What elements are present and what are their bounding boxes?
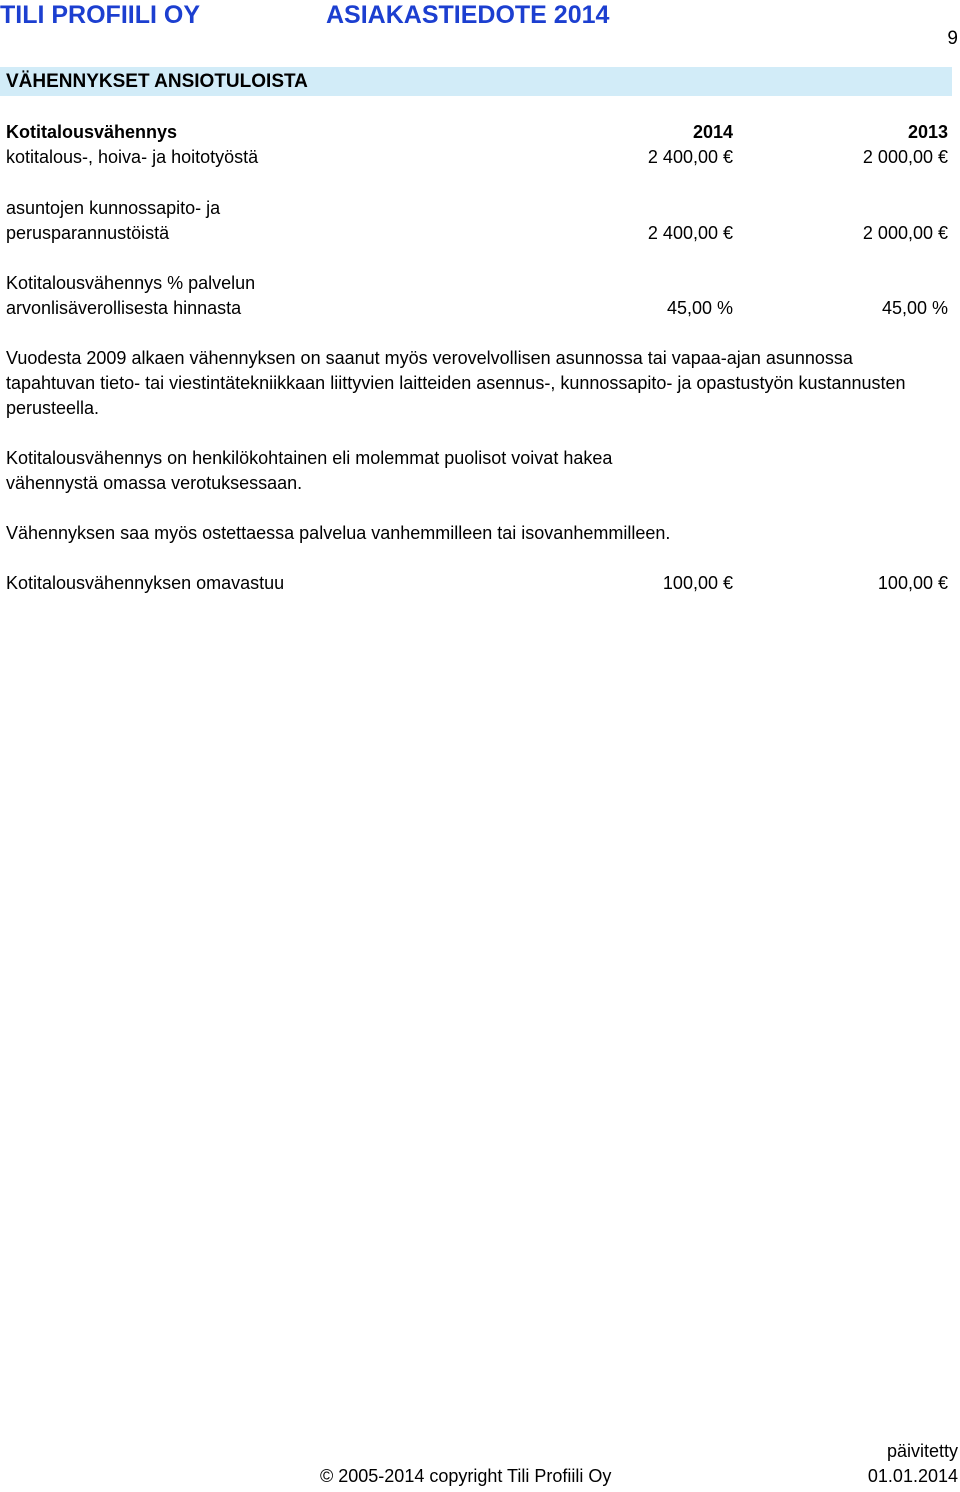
company-name: TILI PROFIILI OY — [0, 1, 200, 29]
paragraph-spouses: Kotitalousvähennys on henkilökohtainen eli molemmat puolisot voivat hakea vähennystä omassa verotuksessaan. — [6, 448, 613, 493]
row-label-kunnossapito-line1: asuntojen kunnossapito- ja — [6, 198, 221, 218]
row-label-percentage-line1: Kotitalousvähennys % palvelun — [6, 273, 256, 293]
paragraph-technology: Vuodesta 2009 alkaen vähennyksen on saanut myös verovelvollisen asunnossa tai vapaa-ajan asunnossa tapahtuvan tieto- tai viestintätekniikkaan liittyvien laitteiden asennus-, kunnossapito- ja opastustyön kustannusten perusteella. — [6, 348, 906, 418]
omavastuu-label: Kotitalousvähennyksen omavastuu — [6, 573, 285, 593]
row-value-2014: 2 400,00 € — [647, 147, 733, 167]
omavastuu-value-2014: 100,00 € — [662, 573, 733, 593]
column-header-2014: 2014 — [692, 122, 733, 142]
copyright-text: © 2005-2014 copyright Tili Profiili Oy — [320, 1466, 612, 1486]
section-title: VÄHENNYKSET ANSIOTULOISTA — [6, 71, 308, 92]
row-value-2013: 2 000,00 € — [862, 147, 948, 167]
row-value-2014: 45,00 % — [666, 298, 733, 318]
page-number: 9 — [947, 28, 958, 49]
table-heading: Kotitalousvähennys — [6, 122, 178, 142]
document-title: ASIAKASTIEDOTE 2014 — [326, 1, 610, 29]
row-value-2013: 45,00 % — [881, 298, 948, 318]
updated-label: päivitetty — [886, 1441, 958, 1461]
paragraph-parents: Vähennyksen saa myös ostettaessa palvelua vanhemmilleen tai isovanhemmilleen. — [6, 523, 671, 543]
omavastuu-value-2013: 100,00 € — [877, 573, 948, 593]
row-value-2014: 2 400,00 € — [647, 223, 733, 243]
column-header-2013: 2013 — [907, 122, 948, 142]
row-value-2013: 2 000,00 € — [862, 223, 948, 243]
section-header-band — [0, 67, 952, 96]
row-label-percentage-line2: arvonlisäverollisesta hinnasta — [6, 298, 242, 318]
row-label-kotitalous: kotitalous-, hoiva- ja hoitotyöstä — [6, 147, 259, 167]
updated-date: 01.01.2014 — [867, 1466, 958, 1486]
row-label-kunnossapito-line2: perusparannustöistä — [6, 223, 170, 243]
